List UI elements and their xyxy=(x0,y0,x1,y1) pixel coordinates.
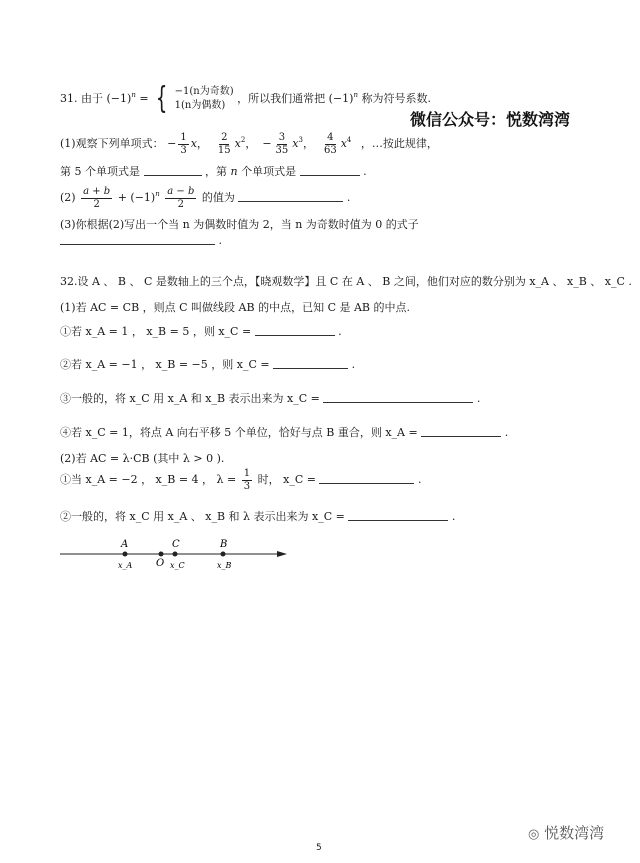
footer-brand-text: 悦数湾湾 xyxy=(544,824,605,842)
period: . xyxy=(504,426,509,439)
point-b-dot xyxy=(221,552,226,557)
number-line-diagram xyxy=(55,535,295,577)
watermark-text: 微信公众号：悦数湾湾 xyxy=(410,110,571,129)
answer-blank[interactable] xyxy=(300,165,360,176)
arrow-head-icon xyxy=(277,551,287,557)
answer-blank[interactable] xyxy=(273,358,348,369)
answer-blank[interactable] xyxy=(255,325,335,336)
q31-power-2: $(-1)^n$ xyxy=(328,91,358,105)
q32-item-4-text: ④若 x_C = 1，将点 A 向右平移 5 个单位，恰好与点 B 重合，则 x_A = xyxy=(60,426,418,439)
q31-p1-n: n xyxy=(230,165,238,178)
q31-brace: { xyxy=(155,81,168,116)
q31-p2-power: $(-1)^n$ xyxy=(130,190,160,204)
q31-power: $(-1)^n$ xyxy=(106,91,136,105)
point-b-label: B xyxy=(220,539,228,550)
q31-case-2: 1(n为偶数) xyxy=(174,100,226,111)
point-a-label: A xyxy=(121,539,129,550)
origin-dot xyxy=(159,552,164,557)
q32-item-2-text: ②若 x_A = −1 ， x_B = −5 ，则 x_C = xyxy=(60,358,270,371)
point-a-dot xyxy=(123,552,128,557)
monomial-term: $\frac{4}{63}$ $x^4$ xyxy=(323,131,352,156)
q32-item-5-tail: 时， x_C = xyxy=(257,473,316,486)
q32-intro-text: 32.设 A 、 B 、 C 是数轴上的三个点，【晓观数学】且 C 在 A 、 B 之间，他们对应的数分别为 xyxy=(60,275,526,288)
q31-p1-label: (1)观察下列单项式： xyxy=(60,137,164,150)
q32-item-5-text: ①当 x_A = −2 ， x_B = 4 ， λ = xyxy=(60,473,237,486)
q31-p2-fraction-1: $\frac{a + b}{2}$ xyxy=(83,185,111,210)
q32-item-3 xyxy=(60,390,480,406)
lambda-fraction: $\frac{1}{3}$ xyxy=(243,467,251,492)
q32-item-5 xyxy=(60,468,421,492)
q32-item-6-text: ②一般的，将 x_C 用 x_A 、 x_B 和 λ 表示出来为 x_C = xyxy=(60,510,345,523)
point-c-label: C xyxy=(172,539,180,550)
q32-item-6 xyxy=(60,508,455,524)
origin-label: O xyxy=(156,558,165,569)
period: . xyxy=(451,510,456,523)
q32-part2-heading: (2)若 AC = λ·CB (其中 λ > 0 ). xyxy=(60,452,225,465)
answer-blank[interactable] xyxy=(238,191,343,202)
answer-blank[interactable] xyxy=(348,510,448,521)
answer-blank[interactable] xyxy=(144,165,202,176)
q32-item-1 xyxy=(60,323,342,339)
q31-part2 xyxy=(60,181,350,211)
q31-part3: (3)你根据(2)写出一个当 n 为偶数时值为 2，当 n 为奇数时值为 0 的式子 xyxy=(60,218,419,231)
period: . xyxy=(338,325,342,338)
q31-p2-tail: 的值为 xyxy=(201,191,235,204)
wechat-logo-icon: ◎ xyxy=(528,827,540,842)
q31-part3-answer xyxy=(60,234,222,247)
q31-cases xyxy=(175,85,234,113)
monomial-term: − $\frac{1}{3}$ x， xyxy=(167,131,208,156)
q31-p2-label: (2) xyxy=(60,191,76,204)
q31-intro-3: 称为符号系数. xyxy=(361,92,431,105)
period: . xyxy=(346,191,351,204)
q32-intro-vars: x_A 、 x_B 、 x_C . xyxy=(529,275,632,288)
monomial-term: $\frac{2}{15}$ $x^2$， xyxy=(217,131,257,156)
q31-p1-nth-prefix: ，第 xyxy=(205,165,227,178)
q32-item-2 xyxy=(60,356,355,372)
q31-p1-fifth-label: 第 5 个单项式是 xyxy=(60,165,140,178)
period: . xyxy=(476,392,481,405)
monomial-term: − $\frac{3}{35}$ $x^3$， xyxy=(262,131,314,156)
q31-p1-nth-label: 个单项式是 xyxy=(241,165,297,178)
q32-part1-heading: (1)若 AC = CB ，则点 C 叫做线段 AB 的中点，已知 C 是 AB 的中点. xyxy=(60,301,411,314)
period: . xyxy=(417,473,422,486)
q31-line1 xyxy=(60,81,431,116)
q32-item-1-text: ①若 x_A = 1 ， x_B = 5 ，则 x_C = xyxy=(60,325,252,338)
q31-part1-line1 xyxy=(60,128,438,156)
q31-eq: = xyxy=(139,92,149,105)
q31-part1-line2 xyxy=(60,163,367,179)
footer-brand xyxy=(528,822,604,843)
period: . xyxy=(351,358,356,371)
q31-intro-2: ，所以我们通常把 xyxy=(237,92,326,105)
q31-intro-1: 由于 xyxy=(81,92,103,105)
q31-monomial-list xyxy=(167,131,357,156)
period: . xyxy=(363,165,367,178)
q32-item-4 xyxy=(60,424,508,440)
plus-sign: + xyxy=(117,191,127,204)
q31-p2-fraction-2: $\frac{a - b}{2}$ xyxy=(167,185,195,210)
q31-case-1: −1(n为奇数) xyxy=(174,86,234,97)
q31-number: 31. xyxy=(60,92,78,105)
page-number: 5 xyxy=(316,843,322,853)
q32-intro xyxy=(60,273,632,289)
period: . xyxy=(218,234,222,247)
coord-c-label: x_C xyxy=(170,561,185,570)
point-c-dot xyxy=(173,552,178,557)
q32-item-3-text: ③一般的，将 x_C 用 x_A 和 x_B 表示出来为 x_C = xyxy=(60,392,320,405)
answer-blank[interactable] xyxy=(421,426,501,437)
coord-b-label: x_B xyxy=(217,561,232,570)
answer-blank[interactable] xyxy=(60,234,215,245)
q31-p1-tail: ，…按此规律， xyxy=(360,137,438,150)
coord-a-label: x_A xyxy=(118,561,133,570)
answer-blank[interactable] xyxy=(319,473,414,484)
answer-blank[interactable] xyxy=(323,392,473,403)
